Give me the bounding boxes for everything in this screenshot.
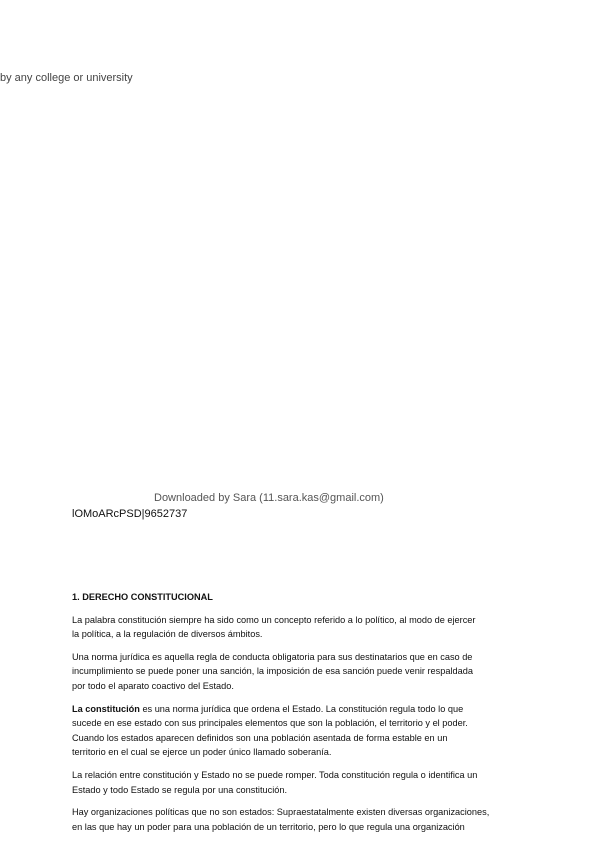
paragraph-line: Una norma jurídica es aquella regla de conducta obligatoria para sus destinatarios que en caso de [72, 651, 473, 662]
paragraph-4 [72, 768, 524, 797]
section-title: 1. DERECHO CONSTITUCIONAL [72, 592, 213, 602]
paragraph-line [72, 702, 524, 717]
paragraph-line: Cuando los estados aparecen definidos son una población asentada de forma estable en un [72, 732, 448, 743]
top-notice: by any college or university [0, 72, 133, 84]
paragraph-line: por todo el aparato coactivo del Estado. [72, 680, 234, 691]
paragraph-line: en las que hay un poder para una población de un territorio, pero lo que regula una organización [72, 821, 465, 832]
paragraph-line: la política, a la regulación de diversos ámbitos. [72, 629, 263, 640]
paragraph-3 [72, 702, 524, 760]
paragraph-line: La palabra constitución siempre ha sido como un concepto referido a lo político, al modo de ejercer [72, 614, 476, 625]
paragraph-line: sucede en ese estado con sus principales elementos que son la población, el territorio y el poder. [72, 718, 468, 729]
paragraph-line-text: es una norma jurídica que ordena el Estado. La constitución regula todo lo que [139, 703, 464, 714]
paragraph-1 [72, 613, 524, 642]
paragraph-line: Estado y todo Estado se regula por una constitución. [72, 784, 288, 795]
document-content [72, 590, 524, 842]
paragraph-line: Hay organizaciones políticas que no son estados: Supraestatalmente existen diversas organizaciones, [72, 807, 490, 818]
paragraph-2 [72, 650, 524, 694]
paragraph-5 [72, 805, 524, 834]
document-id: lOMoARcPSD|9652737 [72, 508, 188, 520]
paragraph-line: incumplimiento se puede poner una sanción, la imposición de esa sanción puede venir respaldada [72, 666, 473, 677]
paragraph-lead-term: La constitución [72, 703, 140, 714]
paragraph-line: La relación entre constitución y Estado no se puede romper. Toda constitución regula o identifica un [72, 769, 478, 780]
paragraph-line: territorio en el cual se ejerce un poder único llamado soberanía. [72, 747, 332, 758]
download-notice: Downloaded by Sara (11.sara.kas@gmail.com) [154, 492, 384, 504]
